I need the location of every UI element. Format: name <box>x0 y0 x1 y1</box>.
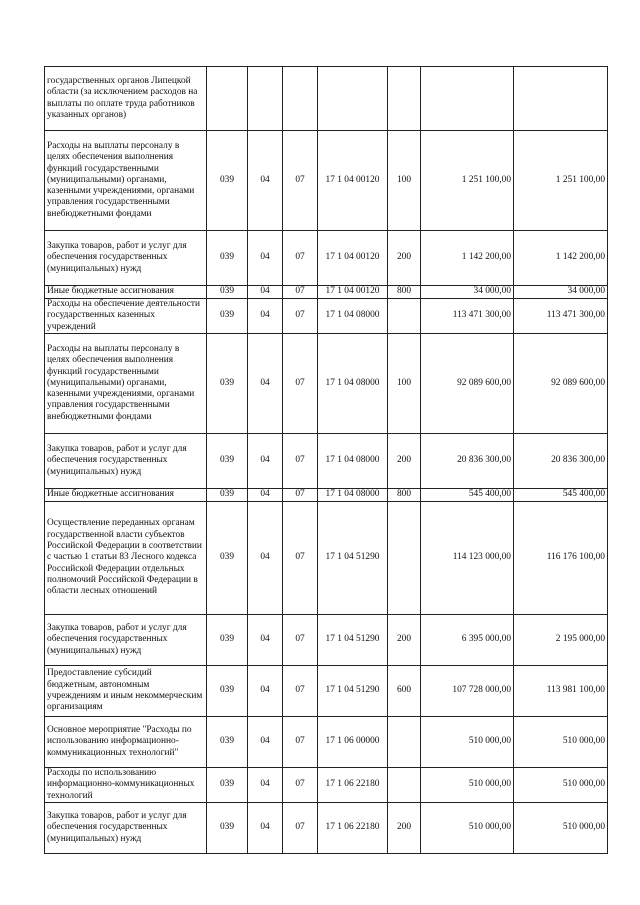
cell-expense-type: 100 <box>388 334 421 434</box>
row-name: Расходы на выплаты персоналу в целях обеспечения выполнения функций государственными (муниципальными) органами, казенными учреждениями, органами управления государственными внебюджетными фондами <box>45 131 207 231</box>
cell-expense-type: 600 <box>388 666 421 717</box>
cell-razdel: 04 <box>248 502 283 615</box>
cell-expense-type <box>388 502 421 615</box>
table-row <box>45 334 608 434</box>
cell-sum-year-1: 510 000,00 <box>421 803 514 854</box>
row-name: Основное мероприятие "Расходы по использованию информационно-коммуникационных технологий" <box>45 717 207 768</box>
cell-expense-type <box>388 768 421 803</box>
row-name: Закупка товаров, работ и услуг для обеспечения государственных (муниципальных) нужд <box>45 434 207 489</box>
cell-glava: 039 <box>207 666 248 717</box>
cell-razdel: 04 <box>248 717 283 768</box>
cell-glava: 039 <box>207 489 248 502</box>
cell-sum-year-2: 510 000,00 <box>514 717 608 768</box>
cell-sum-year-2: 116 176 100,00 <box>514 502 608 615</box>
cell-glava: 039 <box>207 717 248 768</box>
cell-razdel: 04 <box>248 286 283 299</box>
table-row <box>45 666 608 717</box>
row-name: Расходы на выплаты персоналу в целях обеспечения выполнения функций государственными (муниципальными) органами, казенными учреждениями, органами управления государственными внебюджетными фондами <box>45 334 207 434</box>
cell-target-article: 17 1 04 08000 <box>318 434 388 489</box>
cell-target-article: 17 1 06 22180 <box>318 803 388 854</box>
cell-target-article: 17 1 04 51290 <box>318 502 388 615</box>
cell-sum-year-2: 510 000,00 <box>514 803 608 854</box>
cell-target-article: 17 1 04 51290 <box>318 666 388 717</box>
cell-sum-year-1: 92 089 600,00 <box>421 334 514 434</box>
cell-sum-year-2: 113 981 100,00 <box>514 666 608 717</box>
cell-glava: 039 <box>207 803 248 854</box>
cell-sum-year-2: 34 000,00 <box>514 286 608 299</box>
cell-glava: 039 <box>207 615 248 666</box>
table-row <box>45 803 608 854</box>
cell-podrazdel: 07 <box>283 489 318 502</box>
cell-sum-year-1: 510 000,00 <box>421 768 514 803</box>
cell-razdel: 04 <box>248 489 283 502</box>
cell-expense-type: 100 <box>388 131 421 231</box>
cell-target-article: 17 1 04 51290 <box>318 615 388 666</box>
cell-podrazdel <box>283 67 318 131</box>
budget-table <box>44 66 608 854</box>
cell-sum-year-2: 113 471 300,00 <box>514 299 608 334</box>
cell-sum-year-2 <box>514 67 608 131</box>
table-row <box>45 768 608 803</box>
cell-podrazdel: 07 <box>283 803 318 854</box>
cell-podrazdel: 07 <box>283 334 318 434</box>
cell-podrazdel: 07 <box>283 286 318 299</box>
cell-glava: 039 <box>207 131 248 231</box>
table-body <box>45 67 608 854</box>
cell-target-article <box>318 67 388 131</box>
table-row <box>45 615 608 666</box>
cell-sum-year-1: 510 000,00 <box>421 717 514 768</box>
cell-sum-year-2: 2 195 000,00 <box>514 615 608 666</box>
table-row <box>45 286 608 299</box>
cell-razdel <box>248 67 283 131</box>
table-row <box>45 299 608 334</box>
cell-sum-year-1: 6 395 000,00 <box>421 615 514 666</box>
cell-sum-year-1: 113 471 300,00 <box>421 299 514 334</box>
cell-podrazdel: 07 <box>283 768 318 803</box>
cell-glava: 039 <box>207 231 248 286</box>
cell-sum-year-1: 1 251 100,00 <box>421 131 514 231</box>
row-name: Осуществление переданных органам государственной власти субъектов Российской Федерации в соответствии с частью 1 статьи 83 Лесного кодекса Российской Федерации отдельных полномочий Российской Федерации в области лесных отношений <box>45 502 207 615</box>
cell-podrazdel: 07 <box>283 131 318 231</box>
cell-sum-year-1: 107 728 000,00 <box>421 666 514 717</box>
cell-expense-type <box>388 717 421 768</box>
cell-expense-type <box>388 67 421 131</box>
cell-expense-type: 200 <box>388 803 421 854</box>
cell-glava: 039 <box>207 286 248 299</box>
cell-target-article: 17 1 04 00120 <box>318 286 388 299</box>
cell-podrazdel: 07 <box>283 615 318 666</box>
cell-podrazdel: 07 <box>283 299 318 334</box>
cell-target-article: 17 1 06 22180 <box>318 768 388 803</box>
cell-razdel: 04 <box>248 803 283 854</box>
cell-razdel: 04 <box>248 666 283 717</box>
cell-expense-type <box>388 299 421 334</box>
cell-sum-year-1: 1 142 200,00 <box>421 231 514 286</box>
cell-podrazdel: 07 <box>283 502 318 615</box>
cell-sum-year-1: 20 836 300,00 <box>421 434 514 489</box>
row-name: Иные бюджетные ассигнования <box>45 286 207 299</box>
cell-glava: 039 <box>207 502 248 615</box>
cell-sum-year-2: 1 142 200,00 <box>514 231 608 286</box>
row-name: Предоставление субсидий бюджетным, автономным учреждениям и иным некоммерческим организациям <box>45 666 207 717</box>
cell-glava: 039 <box>207 768 248 803</box>
cell-glava <box>207 67 248 131</box>
row-name: Иные бюджетные ассигнования <box>45 489 207 502</box>
row-name: Закупка товаров, работ и услуг для обеспечения государственных (муниципальных) нужд <box>45 615 207 666</box>
table-row <box>45 717 608 768</box>
cell-sum-year-2: 92 089 600,00 <box>514 334 608 434</box>
cell-razdel: 04 <box>248 334 283 434</box>
cell-expense-type: 200 <box>388 434 421 489</box>
table-row <box>45 231 608 286</box>
table-row <box>45 67 608 131</box>
cell-podrazdel: 07 <box>283 434 318 489</box>
cell-razdel: 04 <box>248 131 283 231</box>
cell-sum-year-1: 114 123 000,00 <box>421 502 514 615</box>
cell-podrazdel: 07 <box>283 666 318 717</box>
cell-razdel: 04 <box>248 231 283 286</box>
cell-sum-year-2: 545 400,00 <box>514 489 608 502</box>
cell-expense-type: 200 <box>388 231 421 286</box>
row-name: Расходы на обеспечение деятельности государственных казенных учреждений <box>45 299 207 334</box>
cell-expense-type: 200 <box>388 615 421 666</box>
cell-razdel: 04 <box>248 299 283 334</box>
cell-sum-year-2: 20 836 300,00 <box>514 434 608 489</box>
cell-sum-year-2: 1 251 100,00 <box>514 131 608 231</box>
cell-target-article: 17 1 04 08000 <box>318 489 388 502</box>
table-row <box>45 434 608 489</box>
cell-target-article: 17 1 06 00000 <box>318 717 388 768</box>
cell-glava: 039 <box>207 299 248 334</box>
cell-podrazdel: 07 <box>283 717 318 768</box>
cell-sum-year-1: 545 400,00 <box>421 489 514 502</box>
table-row <box>45 131 608 231</box>
cell-podrazdel: 07 <box>283 231 318 286</box>
cell-sum-year-1: 34 000,00 <box>421 286 514 299</box>
cell-razdel: 04 <box>248 434 283 489</box>
cell-sum-year-2: 510 000,00 <box>514 768 608 803</box>
cell-sum-year-1 <box>421 67 514 131</box>
cell-razdel: 04 <box>248 615 283 666</box>
row-name: Закупка товаров, работ и услуг для обеспечения государственных (муниципальных) нужд <box>45 231 207 286</box>
cell-glava: 039 <box>207 334 248 434</box>
row-name: Расходы по использованию информационно-коммуникационных технологий <box>45 768 207 803</box>
cell-glava: 039 <box>207 434 248 489</box>
table-row <box>45 502 608 615</box>
cell-expense-type: 800 <box>388 286 421 299</box>
row-name: Закупка товаров, работ и услуг для обеспечения государственных (муниципальных) нужд <box>45 803 207 854</box>
cell-target-article: 17 1 04 08000 <box>318 334 388 434</box>
cell-target-article: 17 1 04 00120 <box>318 231 388 286</box>
cell-expense-type: 800 <box>388 489 421 502</box>
cell-razdel: 04 <box>248 768 283 803</box>
table-row <box>45 489 608 502</box>
row-name: государственных органов Липецкой области (за исключением расходов на выплаты по оплате труда работников указанных органов) <box>45 67 207 131</box>
cell-target-article: 17 1 04 08000 <box>318 299 388 334</box>
cell-target-article: 17 1 04 00120 <box>318 131 388 231</box>
